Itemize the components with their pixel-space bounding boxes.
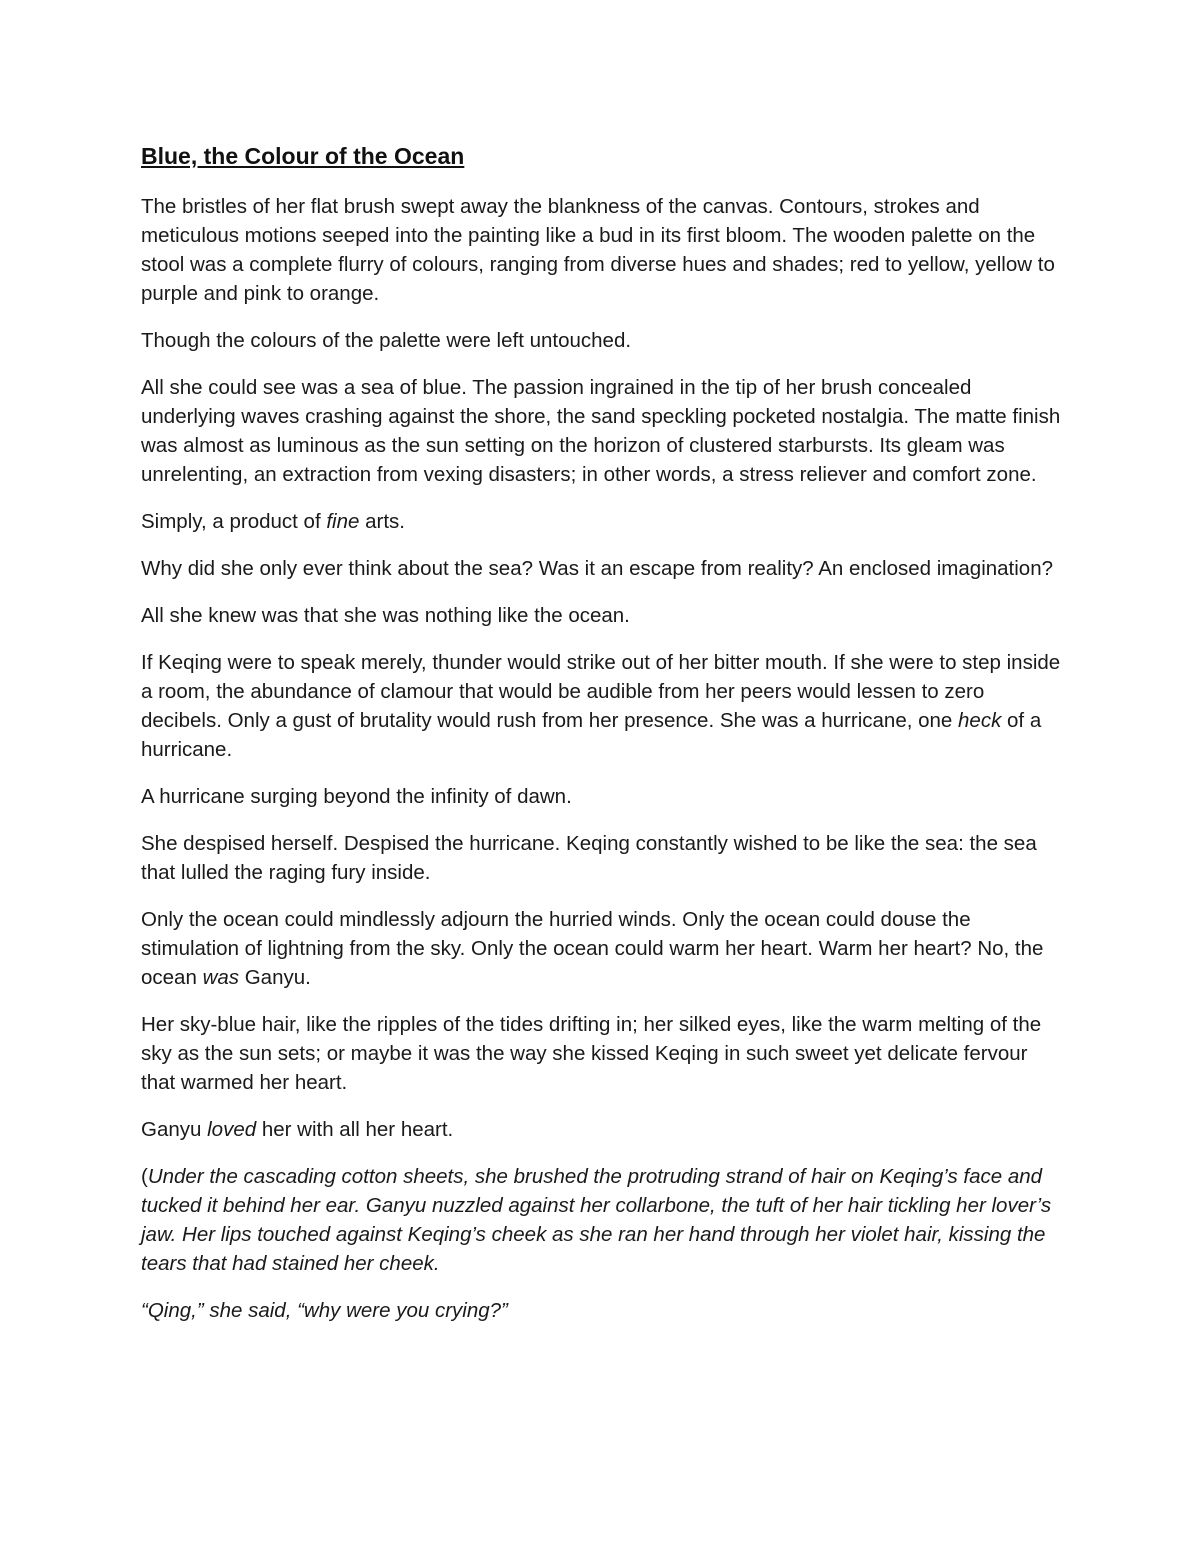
text-run: If Keqing were to speak merely, thunder would strike out of her bitter mouth. If she were to step inside a room, the abundance of clamour that would be audible from her peers would lessen to zero decibels. Only a gust of brutality would rush from her presence. She was a hurricane, one: [141, 651, 1061, 732]
text-run: (: [141, 1165, 148, 1188]
document-title: Blue, the Colour of the Ocean: [141, 143, 465, 169]
text-run: of a hurricane.: [141, 709, 1042, 761]
text-run: arts.: [359, 510, 405, 533]
text-run: Ganyu.: [239, 966, 311, 989]
document-page: [141, 140, 1061, 1343]
paragraph: [141, 507, 1061, 536]
paragraph: [141, 1296, 1061, 1325]
italic-run: Under the cascading cotton sheets, she brushed the protruding strand of hair on Keqing’s face and tucked it behind her ear. Ganyu nuzzled against her collarbone, the tuft of her hair tickling her lover’s jaw. Her lips touched against Keqing’s cheek as she ran her hand through her violet hair, kissing the tears that had stained her cheek.: [141, 1165, 1052, 1275]
paragraph: Though the colours of the palette were left untouched.: [141, 329, 632, 352]
paragraph: A hurricane surging beyond the infinity of dawn.: [141, 785, 572, 808]
italic-run: “Qing,” she said, “why were you crying?”: [141, 1299, 508, 1322]
paragraph: Her sky-blue hair, like the ripples of the tides drifting in; her silked eyes, like the warm melting of the sky as the sun sets; or maybe it was the way she kissed Keqing in such sweet yet delicate fervour that warmed her heart.: [141, 1013, 1042, 1094]
paragraph: All she could see was a sea of blue. The passion ingrained in the tip of her brush concealed underlying waves crashing against the shore, the sand speckling pocketed nostalgia. The matte finish was almost as luminous as the sun setting on the horizon of clustered starbursts. Its gleam was unrelenting, an extraction from vexing disasters; in other words, a stress reliever and comfort zone.: [141, 376, 1061, 486]
italic-run: loved: [207, 1118, 257, 1141]
italic-run: heck: [958, 709, 1002, 732]
text-run: her with all her heart.: [256, 1118, 454, 1141]
italic-run: fine: [326, 510, 360, 533]
paragraph: [141, 1115, 1061, 1144]
paragraph: Why did she only ever think about the sea? Was it an escape from reality? An enclosed imagination?: [141, 557, 1053, 580]
paragraph: All she knew was that she was nothing like the ocean.: [141, 604, 630, 627]
text-run: Ganyu: [141, 1118, 208, 1141]
paragraph: The bristles of her flat brush swept away the blankness of the canvas. Contours, strokes and meticulous motions seeped into the painting like a bud in its first bloom. The wooden palette on the stool was a complete flurry of colours, ranging from diverse hues and shades; red to yellow, yellow to purple and pink to orange.: [141, 195, 1055, 305]
italic-run: was: [202, 966, 240, 989]
paragraph: [141, 648, 1061, 764]
text-run: Only the ocean could mindlessly adjourn the hurried winds. Only the ocean could douse the stimulation of lightning from the sky. Only the ocean could warm her heart. Warm her heart? No, the ocean: [141, 908, 1044, 989]
paragraph: [141, 1162, 1061, 1278]
paragraph: [141, 905, 1061, 992]
paragraph: She despised herself. Despised the hurricane. Keqing constantly wished to be like the sea: the sea that lulled the raging fury inside.: [141, 832, 1037, 884]
text-run: Simply, a product of: [141, 510, 327, 533]
